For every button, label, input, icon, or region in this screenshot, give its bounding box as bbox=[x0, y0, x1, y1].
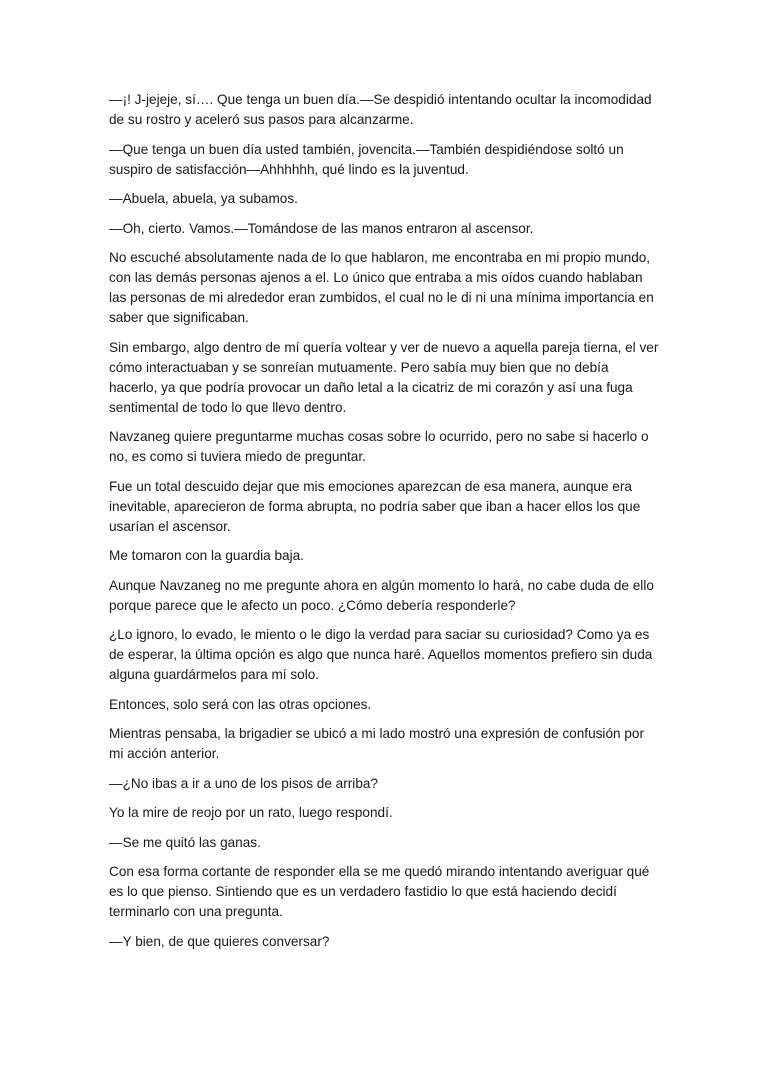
paragraph-3: —Abuela, abuela, ya subamos. bbox=[109, 191, 298, 206]
paragraph-11: ¿Lo ignoro, lo evado, le miento o le digo la verdad para saciar su curiosidad? Como ya es de esperar, la última opción es algo que nunca haré. Aquellos momentos prefiero sin duda alguna guardármelos para mí solo. bbox=[109, 627, 653, 682]
document-page bbox=[109, 90, 659, 961]
paragraph-5: No escuché absolutamente nada de lo que hablaron, me encontraba en mi propio mundo, con las demás personas ajenos a el. Lo único que entraba a mis oídos cuando hablaban las personas de mi alrededor eran zumbidos, el cual no le di ni una mínima importancia en saber que significaban. bbox=[109, 250, 654, 325]
paragraph-10: Aunque Navzaneg no me pregunte ahora en algún momento lo hará, no cabe duda de ello porque parece que le afecto un poco. ¿Cómo debería responderle? bbox=[109, 577, 654, 613]
paragraph-17: Con esa forma cortante de responder ella se me quedó mirando intentando averiguar qué es lo que pienso. Sintiendo que es un verdadero fastidio lo que está haciendo decidí terminarlo con una pregunta. bbox=[109, 864, 650, 919]
paragraph-9: Me tomaron con la guardia baja. bbox=[109, 548, 304, 563]
paragraph-8: Fue un total descuido dejar que mis emociones aparezcan de esa manera, aunque era inevitable, aparecieron de forma abrupta, no podría saber que iban a hacer ellos los que usarían el ascensor. bbox=[109, 478, 641, 534]
paragraph-4: —Oh, cierto. Vamos.—Tomándose de las manos entraron al ascensor. bbox=[109, 220, 534, 236]
paragraph-7: Navzaneg quiere preguntarme muchas cosas sobre lo ocurrido, pero no sabe si hacerlo o no, es como si tuviera miedo de preguntar. bbox=[109, 429, 649, 464]
paragraph-12: Entonces, solo será con las otras opciones. bbox=[109, 696, 372, 712]
paragraph-6: Sin embargo, algo dentro de mí quería voltear y ver de nuevo a aquella pareja tierna, el ver cómo interactuaban y se sonreían mutuamente. Pero sabía muy bien que no debía hacerlo, ya que podría provocar un daño letal a la cicatriz de mi corazón y así una fuga sentimental de todo lo que llevo dentro. bbox=[109, 339, 659, 415]
paragraph-16: —Se me quitó las ganas. bbox=[109, 834, 261, 850]
paragraph-14: —¿No ibas a ir a uno de los pisos de arriba? bbox=[109, 775, 378, 791]
paragraph-15: Yo la mire de reojo por un rato, luego respondí. bbox=[109, 805, 393, 820]
paragraph-13: Mientras pensaba, la brigadier se ubicó a mi lado mostró una expresión de confusión por mi acción anterior. bbox=[109, 726, 644, 761]
paragraph-18: —Y bien, de que quieres conversar? bbox=[109, 933, 330, 949]
paragraph-1: —¡! J-jejeje, sí…. Que tenga un buen día.—Se despidió intentando ocultar la incomodidad de su rostro y aceleró sus pasos para alcanzarme. bbox=[109, 92, 652, 127]
paragraph-2: —Que tenga un buen día usted también, jovencita.—También despidiéndose soltó un suspiro de satisfacción—Ahhhhhh, qué lindo es la juventud. bbox=[109, 141, 624, 177]
